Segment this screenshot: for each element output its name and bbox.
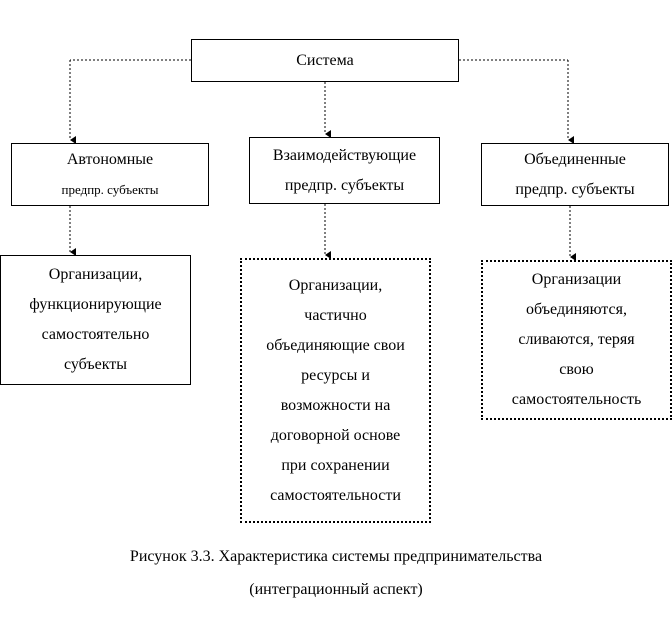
united-title: Объединенные (524, 150, 626, 168)
autonomous-desc-line: функционирующие (29, 296, 162, 313)
united-desc-line: сливаются, теряя (518, 331, 635, 348)
interacting-desc-line: частично (304, 306, 367, 324)
interacting-desc-line: объединяющие свои (266, 336, 405, 354)
united-desc-line: Организации (531, 271, 622, 288)
interacting-title: Взаимодействующие (272, 146, 417, 164)
root-label: Система (296, 51, 354, 69)
interacting-desc-line: договорной основе (270, 426, 401, 444)
interacting-box (249, 137, 440, 204)
united-desc-line: свою (559, 361, 594, 378)
united-desc-line: самостоятельность (511, 391, 642, 408)
united-desc-box (481, 260, 672, 420)
interacting-desc-line: самостоятельности (270, 486, 401, 504)
united-subtitle: предпр. субъекты (515, 180, 635, 198)
figure-caption-line1: Рисунок 3.3. Характеристика системы предпринимательства (129, 548, 543, 565)
interacting-desc-line: Организации, (288, 276, 383, 294)
autonomous-subtitle: предпр. субъекты (61, 181, 159, 197)
interacting-desc-line: возможности на (280, 396, 391, 414)
united-box (481, 143, 669, 206)
figure-caption-line2: (интеграционный аспект) (249, 581, 423, 598)
interacting-desc-box (240, 258, 431, 523)
interacting-desc-line: ресурсы и (301, 366, 370, 384)
autonomous-desc-line: Организации, (48, 266, 143, 283)
autonomous-title: Автономные (66, 150, 154, 168)
autonomous-desc-line: самостоятельно (41, 326, 150, 343)
interacting-subtitle: предпр. субъекты (284, 176, 405, 194)
autonomous-desc-box (0, 255, 191, 385)
interacting-desc-line: при сохранении (281, 456, 390, 474)
autonomous-box (11, 143, 209, 206)
united-desc-line: объединяются, (526, 301, 627, 318)
root-box (191, 39, 459, 82)
autonomous-desc-line: субъекты (63, 356, 128, 373)
